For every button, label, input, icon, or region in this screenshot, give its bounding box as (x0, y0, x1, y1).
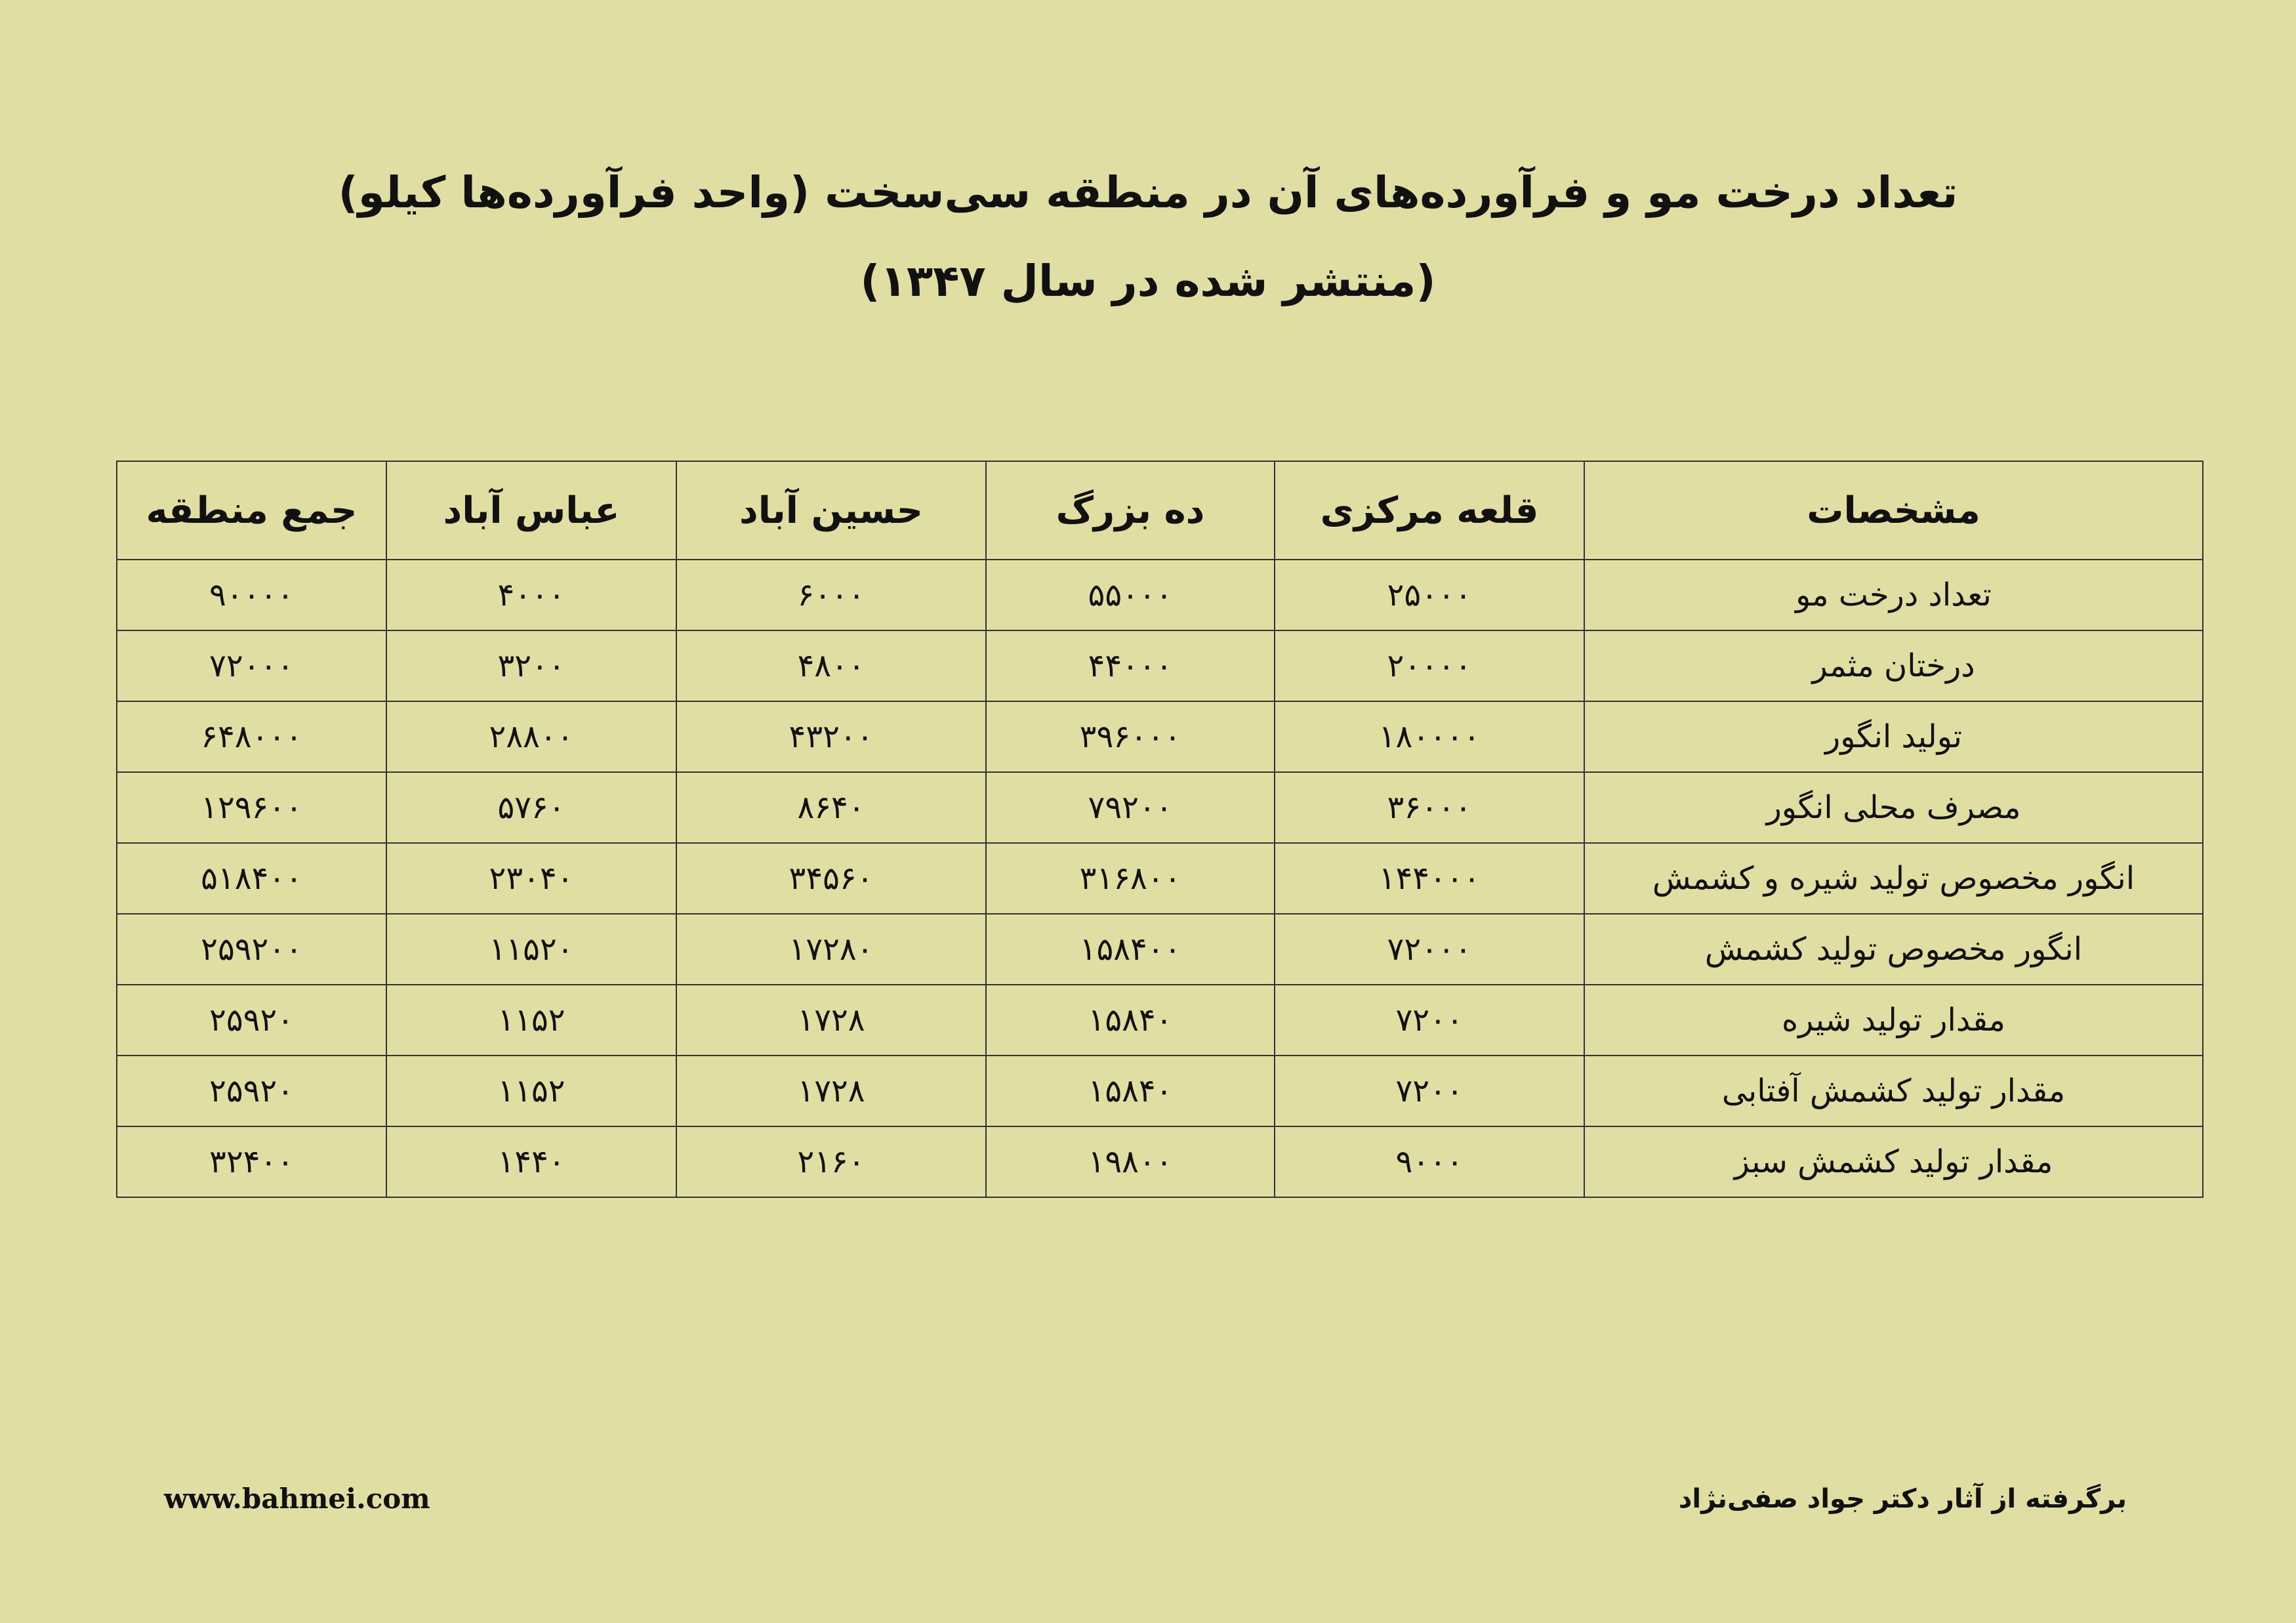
value-cell: ۱۷۲۸ (676, 1056, 986, 1126)
value-cell: ۱۱۵۲ (386, 985, 676, 1056)
value-cell: ۲۸۸۰۰ (386, 701, 676, 772)
table-header (117, 461, 2203, 560)
value-cell: ۳۶۰۰۰ (1275, 772, 1584, 843)
row-label-cell: تولید انگور (1584, 701, 2203, 772)
table-row (117, 985, 2203, 1056)
value-cell: ۸۶۴۰ (676, 772, 986, 843)
table-row (117, 1126, 2203, 1197)
header-cell: حسین آباد (676, 461, 986, 560)
row-label-cell: انگور مخصوص تولید کشمش (1584, 914, 2203, 985)
value-cell: ۵۵۰۰۰ (986, 560, 1275, 630)
value-cell: ۲۰۰۰۰ (1275, 630, 1584, 701)
website-url: www.bahmei.com (164, 1483, 430, 1515)
value-cell: ۱۷۲۸۰ (676, 914, 986, 985)
source-credit: برگرفته از آثار دکتر جواد صفی‌نژاد (1678, 1484, 2127, 1514)
page-title: تعداد درخت مو و فرآورده‌های آن در منطقه سی‌سخت (واحد فرآورده‌ها کیلو) (338, 167, 1958, 218)
table-row (117, 843, 2203, 914)
value-cell: ۹۰۰۰ (1275, 1126, 1584, 1197)
row-label-cell: تعداد درخت مو (1584, 560, 2203, 630)
value-cell: ۹۰۰۰۰ (117, 560, 386, 630)
row-label-cell: مصرف محلی انگور (1584, 772, 2203, 843)
value-cell: ۴۴۰۰۰ (986, 630, 1275, 701)
value-cell: ۱۲۹۶۰۰ (117, 772, 386, 843)
value-cell: ۱۱۵۲ (386, 1056, 676, 1126)
value-cell: ۷۹۲۰۰ (986, 772, 1275, 843)
value-cell: ۱۸۰۰۰۰ (1275, 701, 1584, 772)
value-cell: ۷۲۰۰ (1275, 1056, 1584, 1126)
header-row (117, 461, 2203, 560)
table-row (117, 560, 2203, 630)
table-row (117, 1056, 2203, 1126)
value-cell: ۱۴۴۰۰۰ (1275, 843, 1584, 914)
row-label-cell: مقدار تولید شیره (1584, 985, 2203, 1056)
header-cell: قلعه مرکزی (1275, 461, 1584, 560)
header-cell: مشخصات (1584, 461, 2203, 560)
value-cell: ۱۷۲۸ (676, 985, 986, 1056)
row-label-cell: مقدار تولید کشمش سبز (1584, 1126, 2203, 1197)
value-cell: ۴۳۲۰۰ (676, 701, 986, 772)
value-cell: ۱۱۵۲۰ (386, 914, 676, 985)
value-cell: ۴۰۰۰ (386, 560, 676, 630)
row-label-cell: انگور مخصوص تولید شیره و کشمش (1584, 843, 2203, 914)
value-cell: ۵۱۸۴۰۰ (117, 843, 386, 914)
header-cell: جمع منطقه (117, 461, 386, 560)
table-row (117, 701, 2203, 772)
row-label-cell: درختان مثمر (1584, 630, 2203, 701)
value-cell: ۳۲۰۰ (386, 630, 676, 701)
value-cell: ۴۸۰۰ (676, 630, 986, 701)
table-row (117, 772, 2203, 843)
value-cell: ۶۰۰۰ (676, 560, 986, 630)
value-cell: ۷۲۰۰۰ (117, 630, 386, 701)
header-cell: عباس آباد (386, 461, 676, 560)
header-cell: ده بزرگ (986, 461, 1275, 560)
value-cell: ۱۵۸۴۰ (986, 1056, 1275, 1126)
value-cell: ۲۵۹۲۰۰ (117, 914, 386, 985)
value-cell: ۷۲۰۰۰ (1275, 914, 1584, 985)
value-cell: ۲۵۰۰۰ (1275, 560, 1584, 630)
value-cell: ۷۲۰۰ (1275, 985, 1584, 1056)
value-cell: ۵۷۶۰ (386, 772, 676, 843)
value-cell: ۶۴۸۰۰۰ (117, 701, 386, 772)
value-cell: ۳۱۶۸۰۰ (986, 843, 1275, 914)
value-cell: ۳۴۵۶۰ (676, 843, 986, 914)
value-cell: ۳۹۶۰۰۰ (986, 701, 1275, 772)
value-cell: ۳۲۴۰۰ (117, 1126, 386, 1197)
value-cell: ۱۵۸۴۰۰ (986, 914, 1275, 985)
table-row (117, 630, 2203, 701)
table-body (117, 560, 2203, 1197)
value-cell: ۱۹۸۰۰ (986, 1126, 1275, 1197)
row-label-cell: مقدار تولید کشمش آفتابی (1584, 1056, 2203, 1126)
data-table-container (116, 461, 2202, 1198)
page-subtitle: (منتشر شده در سال ۱۳۴۷) (860, 256, 1436, 306)
value-cell: ۲۳۰۴۰ (386, 843, 676, 914)
value-cell: ۱۴۴۰ (386, 1126, 676, 1197)
value-cell: ۲۱۶۰ (676, 1126, 986, 1197)
data-table (116, 461, 2204, 1198)
value-cell: ۲۵۹۲۰ (117, 1056, 386, 1126)
value-cell: ۱۵۸۴۰ (986, 985, 1275, 1056)
table-row (117, 914, 2203, 985)
value-cell: ۲۵۹۲۰ (117, 985, 386, 1056)
